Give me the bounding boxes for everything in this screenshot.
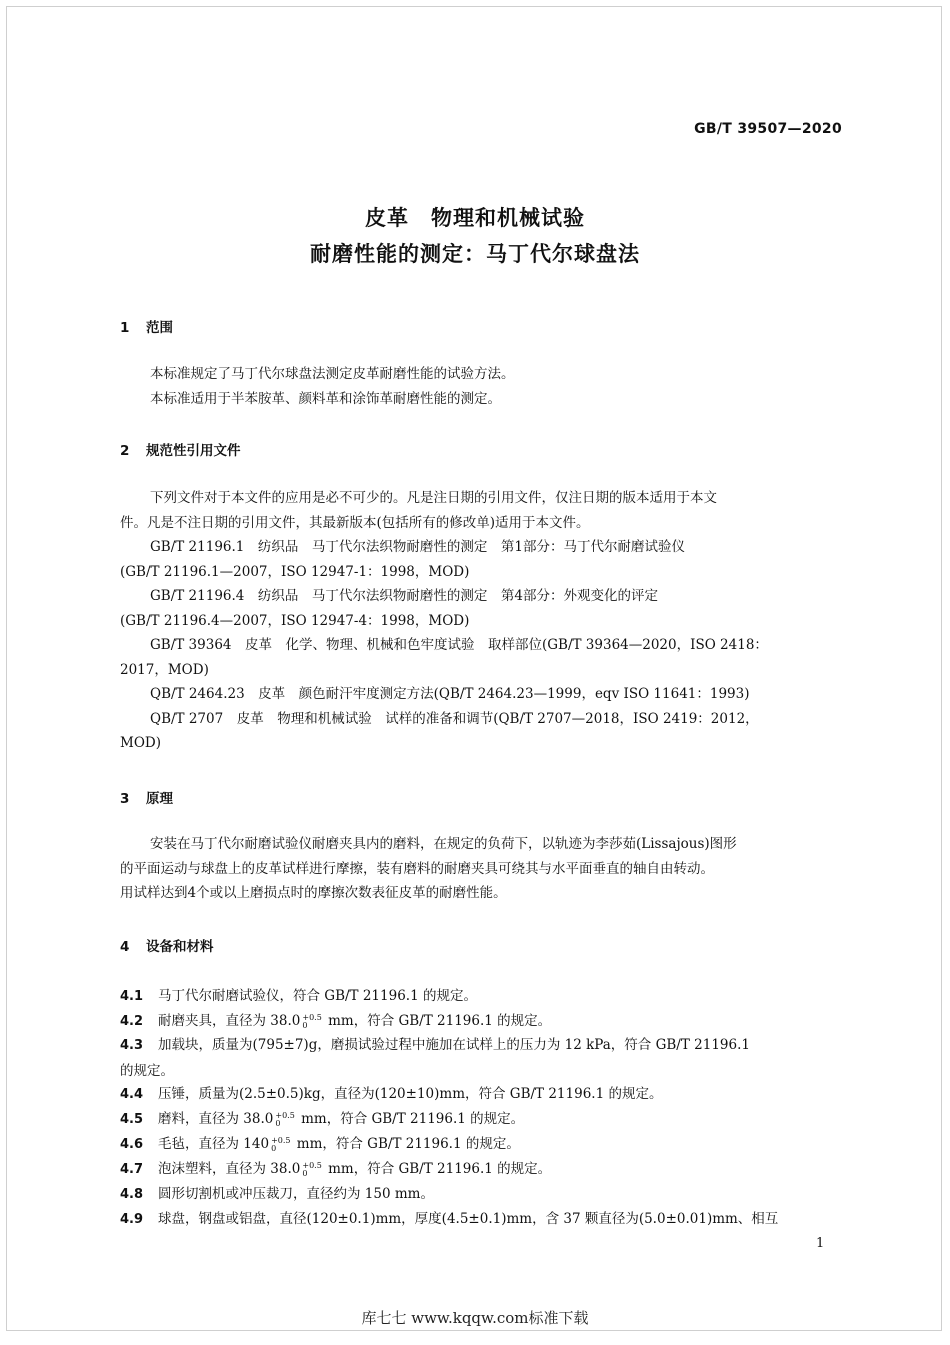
section-title: 设备和材料 (146, 939, 214, 955)
item-text: 耐磨夹具，直径为 38.0 (158, 1013, 301, 1029)
item-number: 4.9 (120, 1212, 144, 1227)
item-text: 马丁代尔耐磨试验仪，符合 GB/T 21196.1 的规定。 (158, 988, 477, 1004)
item-text-tail: mm，符合 GB/T 21196.1 的规定。 (323, 1161, 552, 1177)
section-number: 2 (120, 443, 130, 459)
item-text-tail: mm，符合 GB/T 21196.1 的规定。 (296, 1111, 525, 1127)
item-text-tail: mm，符合 GB/T 21196.1 的规定。 (323, 1013, 552, 1029)
page-number: 1 (816, 1236, 825, 1251)
tolerance-lower: 0 (302, 1168, 308, 1178)
standard-code: GB/T 39507—2020 (694, 121, 842, 137)
item-text: 磨料，直径为 38.0 (158, 1111, 274, 1127)
section-title: 范围 (146, 320, 173, 336)
reference-1-line-1: GB/T 21196.1 纺织品 马丁代尔法织物耐磨性的测定 第1部分：马丁代尔耐磨试验仪 (150, 539, 685, 555)
principle-line-3: 用试样达到4个或以上磨损点时的摩擦次数表征皮革的耐磨性能。 (120, 885, 507, 901)
document-title-line2: 耐磨性能的测定：马丁代尔球盘法 (310, 242, 640, 266)
equipment-item (120, 1132, 842, 1158)
item-text: 球盘，钢盘或铝盘，直径(120±0.1)mm，厚度(4.5±0.1)mm，含 37 颗直径为(5.0±0.01)mm、相互 (158, 1211, 779, 1227)
tolerance-upper: +0.5 (271, 1135, 291, 1145)
section-heading-equipment (120, 935, 214, 955)
section-title: 规范性引用文件 (146, 443, 241, 459)
tolerance-upper: +0.5 (275, 1110, 295, 1120)
item-text: 泡沫塑料，直径为 38.0 (158, 1161, 301, 1177)
item-number: 4.3 (120, 1038, 144, 1053)
reference-5-line-2: MOD) (120, 735, 161, 751)
equipment-item (120, 1157, 842, 1183)
references-intro-line-1: 下列文件对于本文件的应用是必不可少的。凡是注日期的引用文件，仅注日期的版本适用于本文 (150, 490, 717, 506)
equipment-item (120, 1033, 842, 1083)
item-number: 4.5 (120, 1112, 144, 1127)
reference-5-line-1: QB/T 2707 皮革 物理和机械试验 试样的准备和调节(QB/T 2707—2018，ISO 2419：2012， (150, 710, 759, 727)
tolerance (302, 1014, 321, 1030)
equipment-item (120, 1009, 842, 1035)
reference-1-line-2: (GB/T 21196.1—2007，ISO 12947-1：1998，MOD) (120, 563, 470, 580)
equipment-item (120, 984, 842, 1010)
item-text-tail: mm，符合 GB/T 21196.1 的规定。 (292, 1136, 520, 1152)
tolerance-lower: 0 (271, 1143, 277, 1153)
tolerance (275, 1112, 294, 1128)
section-title: 原理 (146, 791, 173, 807)
section-number: 3 (120, 791, 130, 807)
tolerance-upper: +0.5 (302, 1160, 322, 1170)
watermark-footer: 库七七 www.kqqw.com标准下载 (361, 1309, 589, 1327)
tolerance (271, 1137, 290, 1153)
section-heading-scope (120, 316, 173, 336)
item-number: 4.4 (120, 1087, 144, 1102)
item-text: 压锤，质量为(2.5±0.5)kg，直径为(120±10)mm，符合 GB/T 21196.1 的规定。 (158, 1086, 663, 1102)
principle-line-1: 安装在马丁代尔耐磨试验仪耐磨夹具内的磨料，在规定的负荷下，以轨迹为李莎茹(Lissajous)图形 (150, 836, 737, 852)
item-text-continued: 的规定。 (120, 1062, 174, 1079)
reference-4-line-1: QB/T 2464.23 皮革 颜色耐汗牢度测定方法(QB/T 2464.23—1999，eqv ISO 11641：1993) (150, 686, 750, 702)
section-number: 1 (120, 320, 130, 336)
item-number: 4.7 (120, 1162, 144, 1177)
tolerance-upper: +0.5 (302, 1012, 322, 1022)
tolerance (302, 1162, 321, 1178)
equipment-item (120, 1207, 842, 1233)
item-number: 4.2 (120, 1014, 144, 1029)
item-number: 4.8 (120, 1187, 144, 1202)
tolerance-lower: 0 (302, 1020, 308, 1030)
section-heading-principle (120, 787, 173, 807)
item-text: 加载块，质量为(795±7)g，磨损试验过程中施加在试样上的压力为 12 kPa，符合 GB/T 21196.1 (158, 1037, 750, 1053)
reference-3-line-2: 2017，MOD) (120, 661, 209, 678)
equipment-item (120, 1182, 842, 1208)
tolerance-lower: 0 (275, 1118, 281, 1128)
equipment-item (120, 1107, 842, 1133)
item-number: 4.1 (120, 989, 144, 1004)
references-intro-line-2: 件。凡是不注日期的引用文件，其最新版本(包括所有的修改单)适用于本文件。 (120, 514, 590, 531)
reference-3-line-1: GB/T 39364 皮革 化学、物理、机械和色牢度试验 取样部位(GB/T 39364—2020，ISO 2418： (150, 637, 768, 653)
section-heading-references (120, 439, 241, 459)
scope-line-2: 本标准适用于半苯胺革、颜料革和涂饰革耐磨性能的测定。 (150, 390, 501, 407)
reference-2-line-2: (GB/T 21196.4—2007，ISO 12947-4：1998，MOD) (120, 612, 470, 629)
principle-line-2: 的平面运动与球盘上的皮革试样进行摩擦，装有磨料的耐磨夹具可绕其与水平面垂直的轴自由转动。 (120, 860, 714, 877)
reference-2-line-1: GB/T 21196.4 纺织品 马丁代尔法织物耐磨性的测定 第4部分：外观变化的评定 (150, 588, 658, 604)
scope-paragraph (120, 362, 840, 411)
equipment-item (120, 1082, 842, 1108)
principle-paragraph (120, 832, 840, 906)
item-text: 毛毡，直径为 140 (158, 1136, 270, 1152)
document-title-line1: 皮革 物理和机械试验 (365, 206, 585, 230)
section-number: 4 (120, 939, 130, 955)
item-text: 圆形切割机或冲压裁刀，直径约为 150 mm。 (158, 1186, 434, 1202)
references-block (120, 486, 840, 756)
scope-line-1: 本标准规定了马丁代尔球盘法测定皮革耐磨性能的试验方法。 (150, 366, 515, 382)
item-number: 4.6 (120, 1137, 144, 1152)
